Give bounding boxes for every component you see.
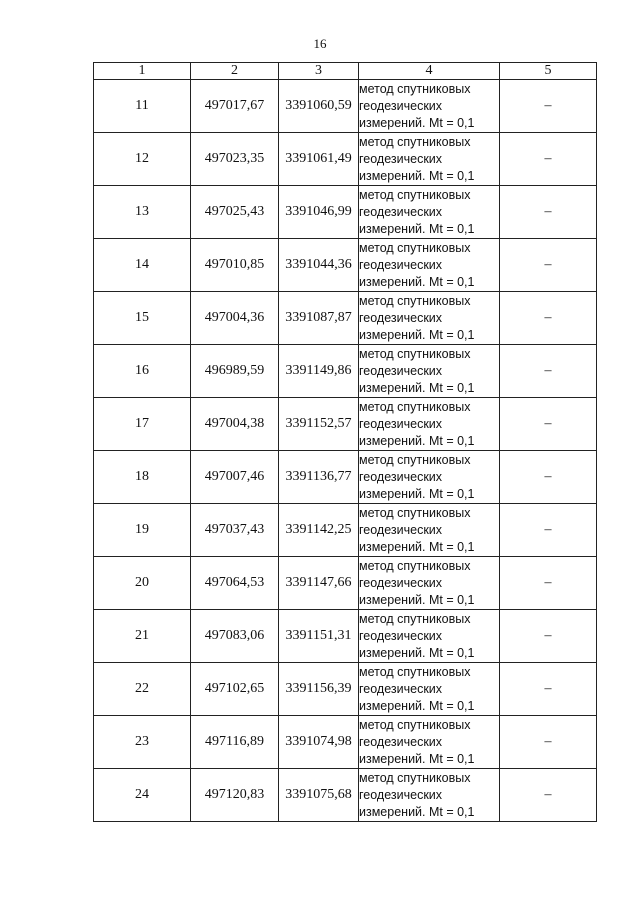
note-cell: – — [500, 557, 597, 610]
method-text-line: метод спутниковых — [359, 134, 471, 149]
method-text-line: измерений. Mt = 0,1 — [359, 327, 475, 342]
table-row — [94, 345, 597, 398]
table-header-row — [94, 63, 597, 80]
method-cell — [359, 292, 500, 345]
y-coordinate-cell: 3391046,99 — [279, 186, 359, 239]
method-cell — [359, 716, 500, 769]
y-coordinate-cell: 3391060,59 — [279, 80, 359, 133]
method-text-line: метод спутниковых — [359, 717, 471, 732]
table-row — [94, 133, 597, 186]
method-text-line: геодезических — [359, 575, 443, 590]
note-cell: – — [500, 504, 597, 557]
note-cell: – — [500, 451, 597, 504]
method-cell — [359, 186, 500, 239]
x-coordinate-cell: 497064,53 — [191, 557, 279, 610]
method-text-line: измерений. Mt = 0,1 — [359, 221, 475, 236]
method-text-line: геодезических — [359, 469, 443, 484]
note-cell: – — [500, 133, 597, 186]
method-text-line: геодезических — [359, 628, 443, 643]
x-coordinate-cell: 497004,38 — [191, 398, 279, 451]
method-text-line: геодезических — [359, 310, 443, 325]
note-cell: – — [500, 663, 597, 716]
column-header-5: 5 — [500, 63, 597, 80]
method-text-line: метод спутниковых — [359, 240, 471, 255]
note-cell: – — [500, 186, 597, 239]
method-cell — [359, 133, 500, 186]
point-number-cell: 21 — [94, 610, 191, 663]
method-cell — [359, 345, 500, 398]
note-cell: – — [500, 716, 597, 769]
x-coordinate-cell: 497004,36 — [191, 292, 279, 345]
method-text-line: измерений. Mt = 0,1 — [359, 645, 475, 660]
y-coordinate-cell: 3391147,66 — [279, 557, 359, 610]
method-text-line: измерений. Mt = 0,1 — [359, 433, 475, 448]
note-cell: – — [500, 239, 597, 292]
method-cell — [359, 610, 500, 663]
table-row — [94, 610, 597, 663]
method-text-line: измерений. Mt = 0,1 — [359, 168, 475, 183]
method-text-line: геодезических — [359, 787, 443, 802]
table-row — [94, 557, 597, 610]
method-cell — [359, 504, 500, 557]
y-coordinate-cell: 3391044,36 — [279, 239, 359, 292]
point-number-cell: 13 — [94, 186, 191, 239]
x-coordinate-cell: 497023,35 — [191, 133, 279, 186]
x-coordinate-cell: 497017,67 — [191, 80, 279, 133]
method-text-line: геодезических — [359, 151, 443, 166]
x-coordinate-cell: 496989,59 — [191, 345, 279, 398]
method-text-line: метод спутниковых — [359, 346, 471, 361]
table-row — [94, 769, 597, 822]
point-number-cell: 11 — [94, 80, 191, 133]
point-number-cell: 15 — [94, 292, 191, 345]
y-coordinate-cell: 3391075,68 — [279, 769, 359, 822]
note-cell: – — [500, 345, 597, 398]
method-cell — [359, 663, 500, 716]
note-cell: – — [500, 292, 597, 345]
column-header-3: 3 — [279, 63, 359, 80]
method-text-line: метод спутниковых — [359, 293, 471, 308]
point-number-cell: 19 — [94, 504, 191, 557]
x-coordinate-cell: 497037,43 — [191, 504, 279, 557]
method-text-line: измерений. Mt = 0,1 — [359, 274, 475, 289]
point-number-cell: 20 — [94, 557, 191, 610]
x-coordinate-cell: 497010,85 — [191, 239, 279, 292]
y-coordinate-cell: 3391136,77 — [279, 451, 359, 504]
method-text-line: метод спутниковых — [359, 558, 471, 573]
table-row — [94, 716, 597, 769]
method-text-line: измерений. Mt = 0,1 — [359, 539, 475, 554]
method-text-line: измерений. Mt = 0,1 — [359, 804, 475, 819]
y-coordinate-cell: 3391156,39 — [279, 663, 359, 716]
y-coordinate-cell: 3391087,87 — [279, 292, 359, 345]
note-cell: – — [500, 769, 597, 822]
table-body — [94, 80, 597, 822]
method-text-line: измерений. Mt = 0,1 — [359, 698, 475, 713]
method-text-line: метод спутниковых — [359, 770, 471, 785]
method-text-line: метод спутниковых — [359, 664, 471, 679]
method-text-line: измерений. Mt = 0,1 — [359, 751, 475, 766]
x-coordinate-cell: 497025,43 — [191, 186, 279, 239]
method-text-line: геодезических — [359, 416, 443, 431]
method-text-line: метод спутниковых — [359, 187, 471, 202]
table-row — [94, 398, 597, 451]
point-number-cell: 23 — [94, 716, 191, 769]
point-number-cell: 14 — [94, 239, 191, 292]
note-cell: – — [500, 610, 597, 663]
x-coordinate-cell: 497007,46 — [191, 451, 279, 504]
point-number-cell: 18 — [94, 451, 191, 504]
note-cell: – — [500, 398, 597, 451]
x-coordinate-cell: 497116,89 — [191, 716, 279, 769]
table-row — [94, 239, 597, 292]
method-cell — [359, 80, 500, 133]
method-text-line: измерений. Mt = 0,1 — [359, 592, 475, 607]
x-coordinate-cell: 497083,06 — [191, 610, 279, 663]
method-text-line: геодезических — [359, 204, 443, 219]
point-number-cell: 22 — [94, 663, 191, 716]
method-text-line: измерений. Mt = 0,1 — [359, 380, 475, 395]
y-coordinate-cell: 3391149,86 — [279, 345, 359, 398]
note-cell: – — [500, 80, 597, 133]
table-row — [94, 80, 597, 133]
method-text-line: метод спутниковых — [359, 505, 471, 520]
x-coordinate-cell: 497102,65 — [191, 663, 279, 716]
point-number-cell: 24 — [94, 769, 191, 822]
y-coordinate-cell: 3391152,57 — [279, 398, 359, 451]
page-number: 16 — [313, 36, 327, 51]
method-cell — [359, 557, 500, 610]
column-header-1: 1 — [94, 63, 191, 80]
method-cell — [359, 398, 500, 451]
method-text-line: геодезических — [359, 734, 443, 749]
column-header-4: 4 — [359, 63, 500, 80]
method-text-line: геодезических — [359, 363, 443, 378]
table-row — [94, 186, 597, 239]
point-number-cell: 17 — [94, 398, 191, 451]
method-cell — [359, 769, 500, 822]
method-text-line: метод спутниковых — [359, 81, 471, 96]
method-text-line: метод спутниковых — [359, 611, 471, 626]
point-number-cell: 12 — [94, 133, 191, 186]
method-cell — [359, 451, 500, 504]
method-text-line: геодезических — [359, 257, 443, 272]
method-text-line: метод спутниковых — [359, 452, 471, 467]
point-number-cell: 16 — [94, 345, 191, 398]
y-coordinate-cell: 3391061,49 — [279, 133, 359, 186]
method-text-line: геодезических — [359, 522, 443, 537]
y-coordinate-cell: 3391151,31 — [279, 610, 359, 663]
method-text-line: метод спутниковых — [359, 399, 471, 414]
y-coordinate-cell: 3391142,25 — [279, 504, 359, 557]
y-coordinate-cell: 3391074,98 — [279, 716, 359, 769]
coordinates-table — [93, 62, 597, 822]
table-row — [94, 504, 597, 557]
method-cell — [359, 239, 500, 292]
x-coordinate-cell: 497120,83 — [191, 769, 279, 822]
method-text-line: измерений. Mt = 0,1 — [359, 115, 475, 130]
table-row — [94, 663, 597, 716]
method-text-line: геодезических — [359, 98, 443, 113]
column-header-2: 2 — [191, 63, 279, 80]
method-text-line: измерений. Mt = 0,1 — [359, 486, 475, 501]
table-row — [94, 451, 597, 504]
table-row — [94, 292, 597, 345]
method-text-line: геодезических — [359, 681, 443, 696]
